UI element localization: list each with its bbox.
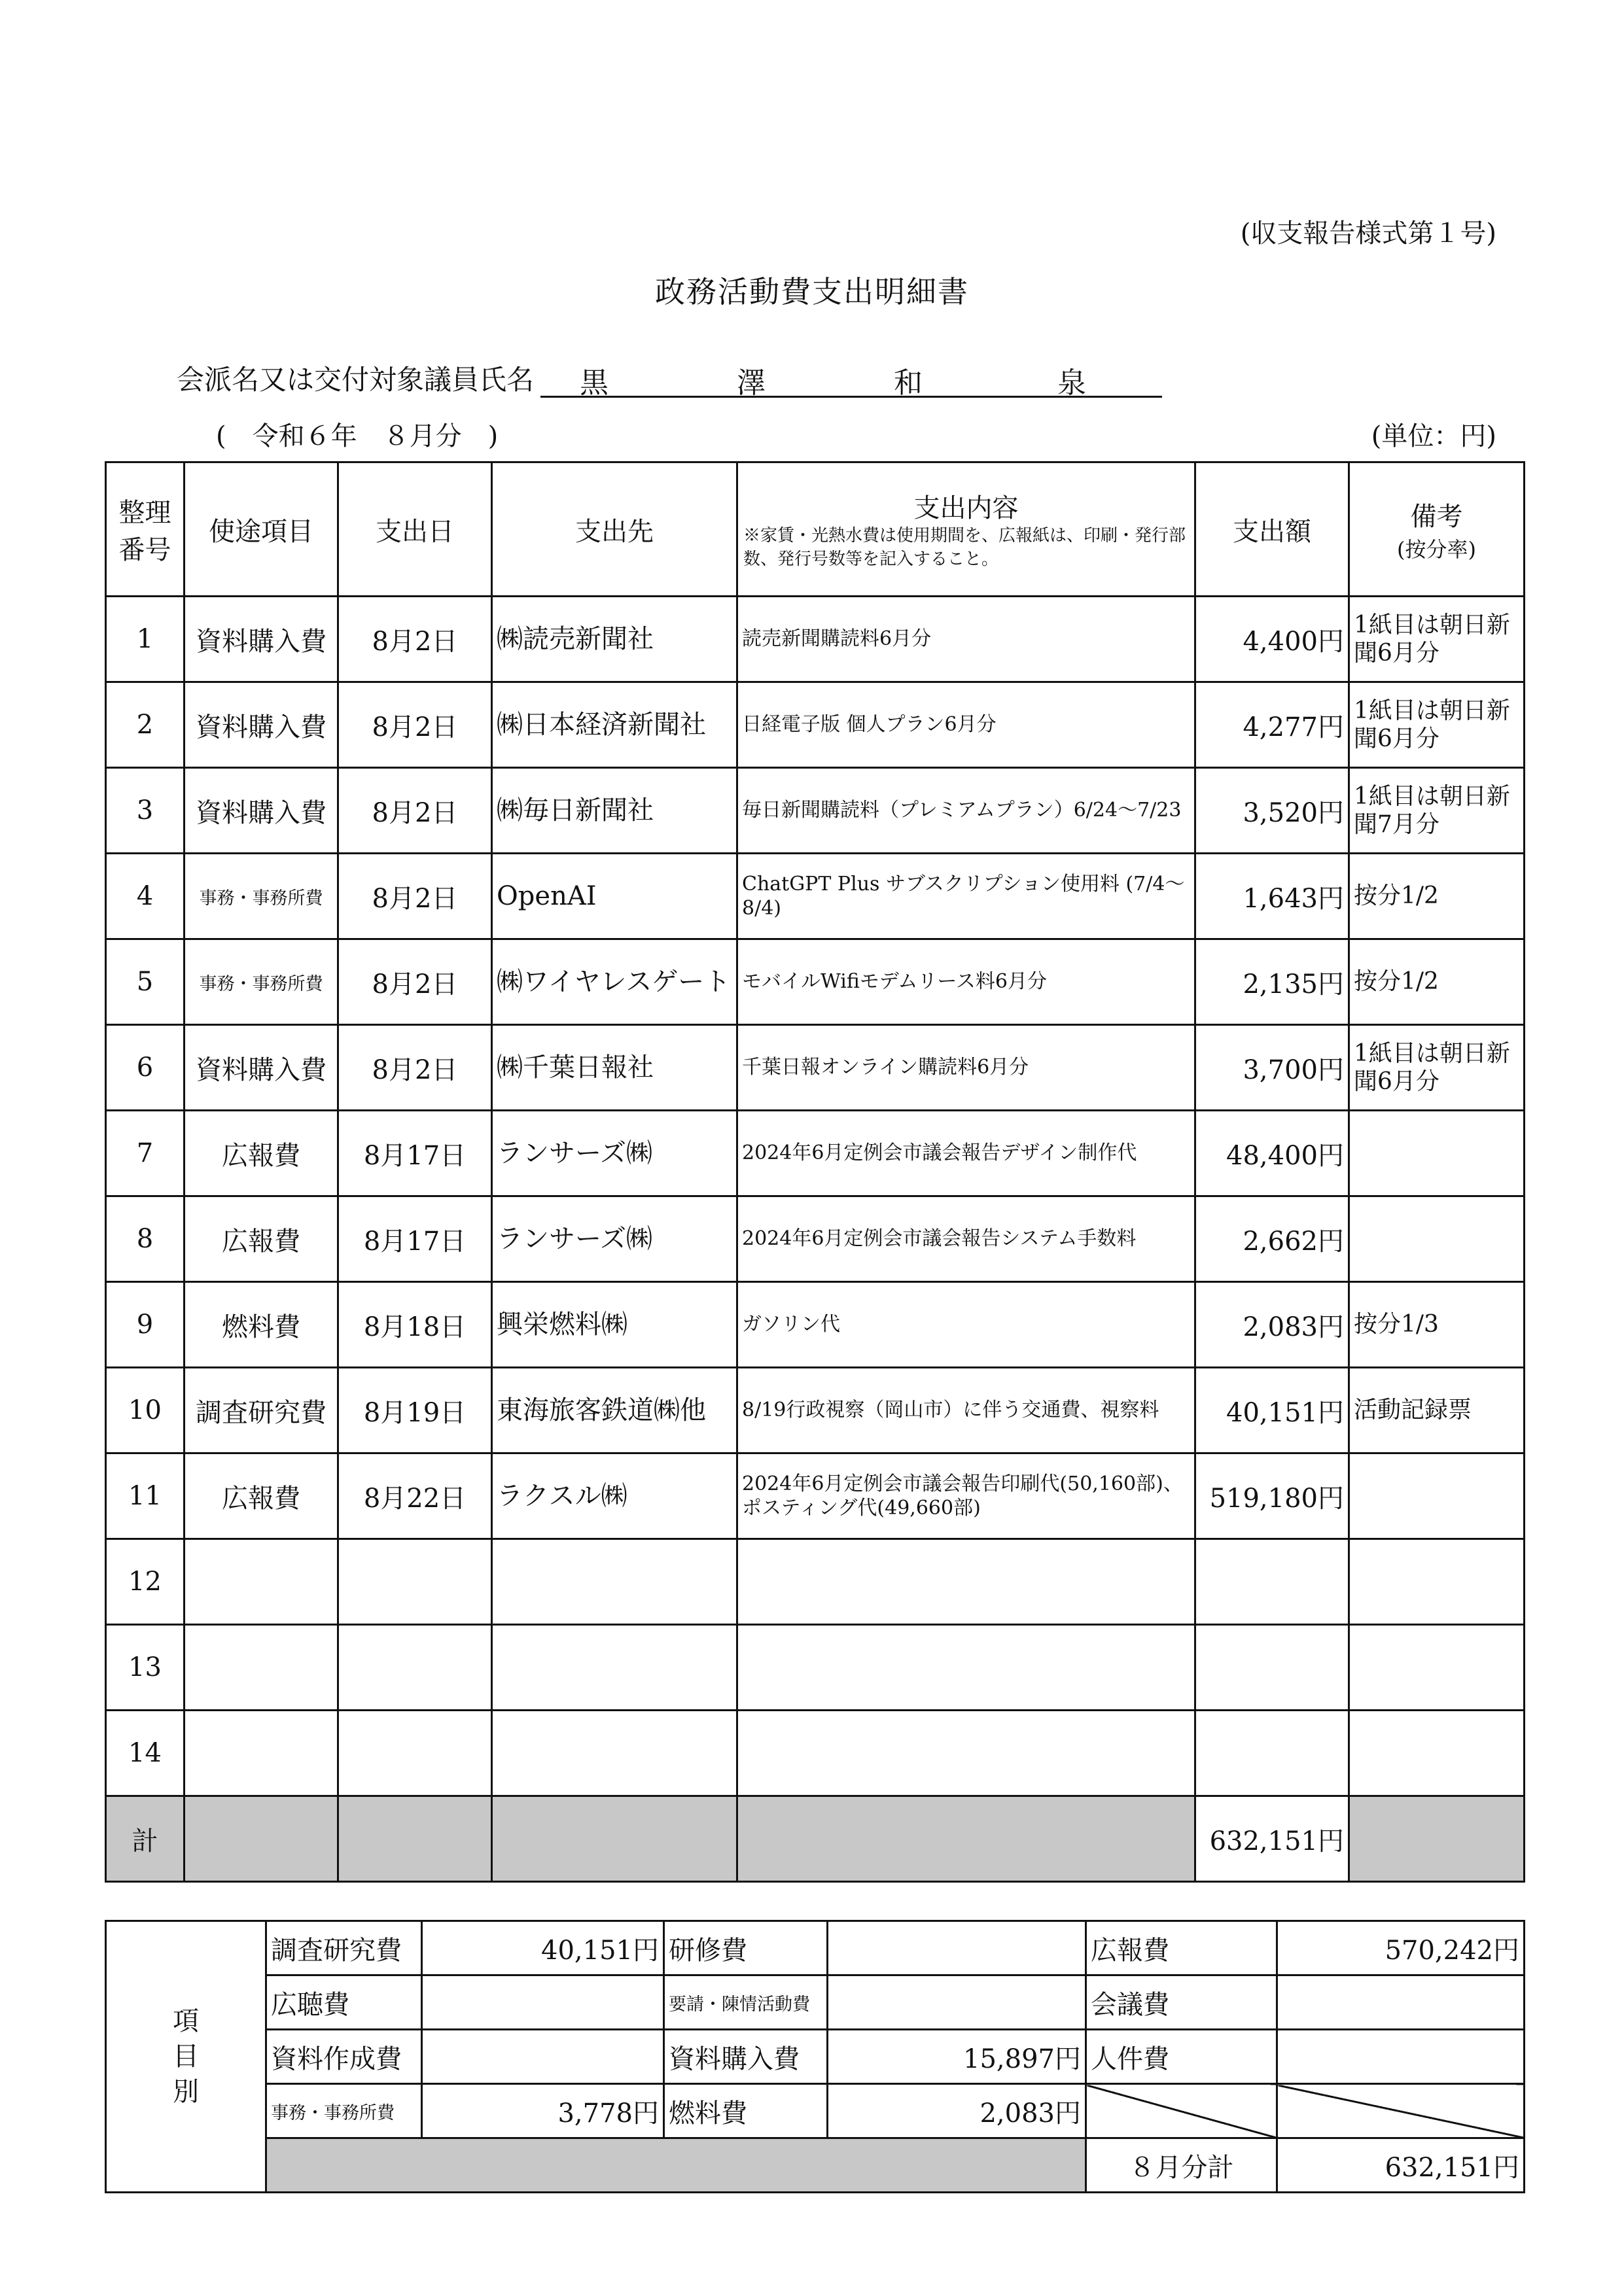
row-content: ガソリン代: [737, 1282, 1195, 1368]
row-category: 調査研究費: [185, 1368, 338, 1453]
summary-hearing-label: 広聴費: [266, 1975, 422, 2030]
row-content: 2024年6月定例会市議会報告システム手数料: [737, 1196, 1195, 1282]
table-row: [106, 682, 1525, 768]
row-date: 8月2日: [338, 768, 492, 854]
summary-meeting-label: 会議費: [1086, 1975, 1277, 2030]
row-remarks: 1紙目は朝日新聞7月分: [1349, 768, 1525, 854]
row-no: 6: [106, 1025, 185, 1111]
table-row: [106, 1368, 1525, 1453]
document-title: 政務活動費支出明細書: [655, 274, 969, 309]
owner-name-char: 泉: [1057, 366, 1087, 400]
row-amount: 2,083円: [1195, 1282, 1349, 1368]
row-date: 8月19日: [338, 1368, 492, 1453]
header-remarks: [1349, 462, 1525, 597]
header-content: [737, 462, 1195, 597]
row-no: 14: [106, 1711, 185, 1796]
summary-fuel-value: 2,083円: [828, 2084, 1086, 2138]
row-content: モバイルWifiモデムリース料6月分: [737, 939, 1195, 1025]
row-content: 2024年6月定例会市議会報告デザイン制作代: [737, 1111, 1195, 1196]
row-remarks: [1349, 1111, 1525, 1196]
row-content: [737, 1539, 1195, 1625]
expense-table: [105, 461, 1525, 1883]
row-date: 8月2日: [338, 597, 492, 682]
row-payee: 興栄燃料㈱: [492, 1282, 737, 1368]
row-payee: ㈱日本経済新聞社: [492, 682, 737, 768]
header-category: 使途項目: [185, 462, 338, 597]
owner-label: 会派名又は交付対象議員氏名: [177, 364, 535, 396]
summary-row: [106, 1975, 1525, 2030]
table-row: [106, 768, 1525, 854]
row-remarks: 1紙目は朝日新聞6月分: [1349, 682, 1525, 768]
row-amount: 2,135円: [1195, 939, 1349, 1025]
row-content: ChatGPT Plus サブスクリプション使用料 (7/4～8/4): [737, 854, 1195, 939]
row-no: 10: [106, 1368, 185, 1453]
row-amount: 519,180円: [1195, 1453, 1349, 1539]
row-category: 資料購入費: [185, 768, 338, 854]
row-amount: [1195, 1625, 1349, 1711]
summary-petition-label: 要請・陳情活動費: [664, 1975, 828, 2030]
row-remarks: 按分1/3: [1349, 1282, 1525, 1368]
row-no: 4: [106, 854, 185, 939]
header-remarks-label: 備考: [1410, 501, 1463, 532]
row-content: [737, 1711, 1195, 1796]
row-category: 広報費: [185, 1453, 338, 1539]
header-date: 支出日: [338, 462, 492, 597]
owner-name-char: 澤: [737, 366, 766, 400]
row-date: [338, 1711, 492, 1796]
summary-fuel-label: 燃料費: [664, 2084, 828, 2138]
owner-name-char: 和: [894, 366, 923, 400]
row-content: 千葉日報オンライン購読料6月分: [737, 1025, 1195, 1111]
summary-purchase-value: 15,897円: [828, 2030, 1086, 2084]
row-category: 資料購入費: [185, 597, 338, 682]
table-row: [106, 1282, 1525, 1368]
row-payee: ㈱ワイヤレスゲート: [492, 939, 737, 1025]
summary-training-label: 研修費: [664, 1921, 828, 1975]
row-payee: ㈱千葉日報社: [492, 1025, 737, 1111]
table-header-row: [106, 462, 1525, 597]
row-amount: 4,400円: [1195, 597, 1349, 682]
row-payee: [492, 1539, 737, 1625]
summary-row: [106, 2084, 1525, 2138]
summary-training-value: [828, 1921, 1086, 1975]
period: ( 令和６年 ８月分 ): [216, 421, 499, 451]
row-payee: ランサーズ㈱: [492, 1196, 737, 1282]
summary-pr-label: 広報費: [1086, 1921, 1277, 1975]
row-date: 8月2日: [338, 939, 492, 1025]
row-payee: ㈱毎日新聞社: [492, 768, 737, 854]
summary-research-label: 調査研究費: [266, 1921, 422, 1975]
row-amount: 40,151円: [1195, 1368, 1349, 1453]
row-date: 8月17日: [338, 1196, 492, 1282]
header-no: 整理番号: [106, 462, 185, 597]
row-no: 8: [106, 1196, 185, 1282]
row-date: 8月18日: [338, 1282, 492, 1368]
row-category: 資料購入費: [185, 1025, 338, 1111]
row-category: 事務・事務所費: [185, 939, 338, 1025]
table-row: [106, 1539, 1525, 1625]
row-payee: ランサーズ㈱: [492, 1111, 737, 1196]
owner-name-char: 黒: [580, 366, 609, 400]
summary-shaded-blank: [266, 2138, 1086, 2193]
row-payee: 東海旅客鉄道㈱他: [492, 1368, 737, 1453]
row-no: 13: [106, 1625, 185, 1711]
row-date: 8月2日: [338, 682, 492, 768]
row-no: 9: [106, 1282, 185, 1368]
row-content: 日経電子版 個人プラン6月分: [737, 682, 1195, 768]
summary-office-value: 3,778円: [422, 2084, 664, 2138]
summary-row: [106, 1921, 1525, 1975]
row-content: [737, 1625, 1195, 1711]
row-content: 毎日新聞購読料（プレミアムプラン）6/24～7/23: [737, 768, 1195, 854]
summary-personnel-label: 人件費: [1086, 2030, 1277, 2084]
row-payee: OpenAI: [492, 854, 737, 939]
row-content: 2024年6月定例会市議会報告印刷代(50,160部)、ポスティング代(49,660部): [737, 1453, 1195, 1539]
row-remarks: 按分1/2: [1349, 854, 1525, 939]
total-blank: [737, 1796, 1195, 1882]
row-remarks: [1349, 1196, 1525, 1282]
row-no: 1: [106, 597, 185, 682]
summary-docs-value: [422, 2030, 664, 2084]
row-remarks: [1349, 1711, 1525, 1796]
row-category: 広報費: [185, 1196, 338, 1282]
row-remarks: [1349, 1625, 1525, 1711]
row-payee: ㈱読売新聞社: [492, 597, 737, 682]
summary-section-text: 項目別: [173, 2006, 199, 2107]
row-no: 7: [106, 1111, 185, 1196]
row-date: 8月22日: [338, 1453, 492, 1539]
row-amount: 2,662円: [1195, 1196, 1349, 1282]
summary-docs-label: 資料作成費: [266, 2030, 422, 2084]
row-remarks: 1紙目は朝日新聞6月分: [1349, 597, 1525, 682]
row-no: 2: [106, 682, 185, 768]
total-blank: [185, 1796, 338, 1882]
header-content-note: ※家賃・光熱水費は使用期間を、広報紙は、印刷・発行部数、発行号数等を記入すること。: [743, 526, 1186, 569]
total-blank: [492, 1796, 737, 1882]
row-category: 広報費: [185, 1111, 338, 1196]
total-blank: [338, 1796, 492, 1882]
row-amount: 48,400円: [1195, 1111, 1349, 1196]
row-remarks: 按分1/2: [1349, 939, 1525, 1025]
header-remarks-sub: (按分率): [1397, 536, 1476, 562]
form-number: (収支報告様式第１号): [1240, 218, 1496, 249]
table-row: [106, 597, 1525, 682]
total-blank: [1349, 1796, 1525, 1882]
table-row: [106, 1711, 1525, 1796]
row-remarks: 活動記録票: [1349, 1368, 1525, 1453]
summary-petition-value: [828, 1975, 1086, 2030]
total-row: [106, 1796, 1525, 1882]
table-row: [106, 1196, 1525, 1282]
summary-pr-value: 570,242円: [1277, 1921, 1525, 1975]
row-content: 8/19行政視察（岡山市）に伴う交通費、視察料: [737, 1368, 1195, 1453]
header-content-label: 支出内容: [913, 493, 1019, 524]
owner-name-field: [540, 359, 1162, 398]
row-amount: 3,700円: [1195, 1025, 1349, 1111]
row-category: [185, 1539, 338, 1625]
summary-table: [105, 1920, 1525, 2193]
row-remarks: [1349, 1539, 1525, 1625]
summary-section-label: [106, 1921, 266, 2193]
row-payee: [492, 1711, 737, 1796]
row-remarks: [1349, 1453, 1525, 1539]
summary-row: [106, 2030, 1525, 2084]
header-amount: 支出額: [1195, 462, 1349, 597]
summary-meeting-value: [1277, 1975, 1525, 2030]
month-total-value: 632,151円: [1277, 2138, 1525, 2193]
row-no: 12: [106, 1539, 185, 1625]
row-category: 燃料費: [185, 1282, 338, 1368]
owner-line: [177, 358, 1162, 398]
row-content: 読売新聞購読料6月分: [737, 597, 1195, 682]
row-amount: 4,277円: [1195, 682, 1349, 768]
row-date: [338, 1539, 492, 1625]
table-row: [106, 854, 1525, 939]
row-remarks: 1紙目は朝日新聞6月分: [1349, 1025, 1525, 1111]
table-row: [106, 1453, 1525, 1539]
row-date: 8月17日: [338, 1111, 492, 1196]
table-row: [106, 1625, 1525, 1711]
table-row: [106, 1025, 1525, 1111]
row-amount: [1195, 1539, 1349, 1625]
summary-struck-cell: [1086, 2084, 1277, 2138]
header-payee: 支出先: [492, 462, 737, 597]
total-amount: 632,151円: [1195, 1796, 1349, 1882]
row-date: 8月2日: [338, 854, 492, 939]
summary-office-label: 事務・事務所費: [266, 2084, 422, 2138]
table-row: [106, 939, 1525, 1025]
summary-purchase-label: 資料購入費: [664, 2030, 828, 2084]
row-category: [185, 1711, 338, 1796]
row-no: 5: [106, 939, 185, 1025]
row-date: 8月2日: [338, 1025, 492, 1111]
row-category: 資料購入費: [185, 682, 338, 768]
row-amount: 1,643円: [1195, 854, 1349, 939]
row-date: [338, 1625, 492, 1711]
row-category: 事務・事務所費: [185, 854, 338, 939]
row-no: 3: [106, 768, 185, 854]
table-row: [106, 1111, 1525, 1196]
total-label: 計: [106, 1796, 185, 1882]
summary-struck-cell: [1277, 2084, 1525, 2138]
summary-total-row: [106, 2138, 1525, 2193]
summary-personnel-value: [1277, 2030, 1525, 2084]
row-no: 11: [106, 1453, 185, 1539]
row-payee: [492, 1625, 737, 1711]
month-total-label: ８月分計: [1086, 2138, 1277, 2193]
summary-research-value: 40,151円: [422, 1921, 664, 1975]
unit-label: (単位：円): [1371, 421, 1496, 451]
row-payee: ラクスル㈱: [492, 1453, 737, 1539]
row-category: [185, 1625, 338, 1711]
summary-hearing-value: [422, 1975, 664, 2030]
row-amount: [1195, 1711, 1349, 1796]
row-amount: 3,520円: [1195, 768, 1349, 854]
